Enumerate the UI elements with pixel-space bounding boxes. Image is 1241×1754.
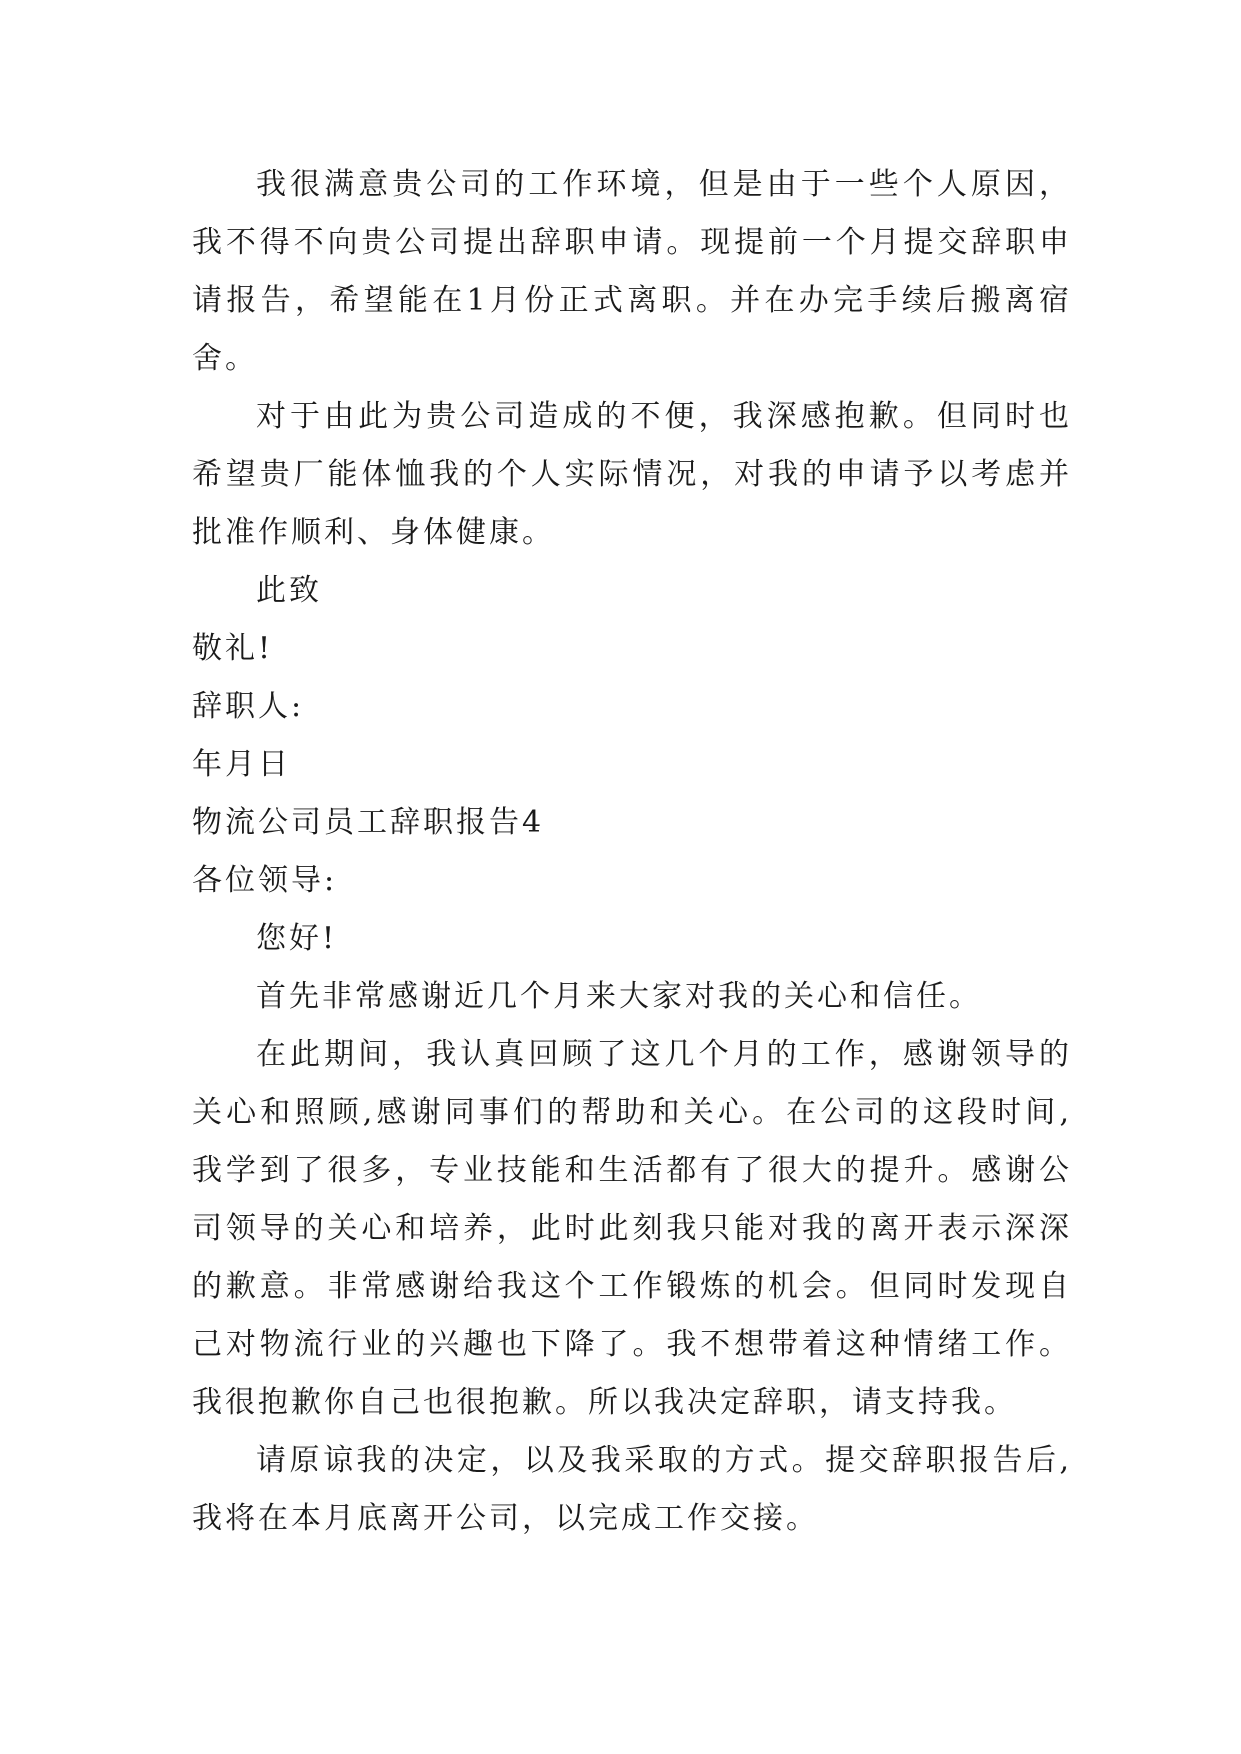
closing-salutation: 此致 xyxy=(256,573,322,608)
section-title: 物流公司员工辞职报告4 xyxy=(192,805,545,840)
paragraph-decision: 请原谅我的决定，以及我采取的方式。提交辞职报告后,我将在本月底离开公司，以完成工作交接。 xyxy=(192,1443,1072,1536)
signature-line: 辞职人: xyxy=(192,689,305,724)
greeting-hello: 您好! xyxy=(256,921,338,956)
date-line: 年月日 xyxy=(192,747,291,782)
greeting-recipients: 各位领导: xyxy=(192,863,338,898)
closing-regards: 敬礼! xyxy=(192,631,274,666)
document-body xyxy=(192,156,1072,1548)
paragraph-work-environment: 我很满意贵公司的工作环境，但是由于一些个人原因，我不得不向贵公司提出辞职申请。现提前一个月提交辞职申请报告，希望能在1月份正式离职。并在办完手续后搬离宿舍。 xyxy=(192,167,1072,376)
paragraph-thanks: 首先非常感谢近几个月来大家对我的关心和信任。 xyxy=(256,979,982,1014)
paragraph-reflection: 在此期间，我认真回顾了这几个月的工作，感谢领导的关心和照顾,感谢同事们的帮助和关心。在公司的这段时间,我学到了很多，专业技能和生活都有了很大的提升。感谢公司领导的关心和培养，此时此刻我只能对我的离开表示深深的歉意。非常感谢给我这个工作锻炼的机会。但同时发现自己对物流行业的兴趣也下降了。我不想带着这种情绪工作。我很抱歉你自己也很抱歉。所以我决定辞职，请支持我。 xyxy=(192,1037,1072,1420)
paragraph-apology: 对于由此为贵公司造成的不便，我深感抱歉。但同时也希望贵厂能体恤我的个人实际情况，对我的申请予以考虑并批准作顺利、身体健康。 xyxy=(192,399,1072,550)
